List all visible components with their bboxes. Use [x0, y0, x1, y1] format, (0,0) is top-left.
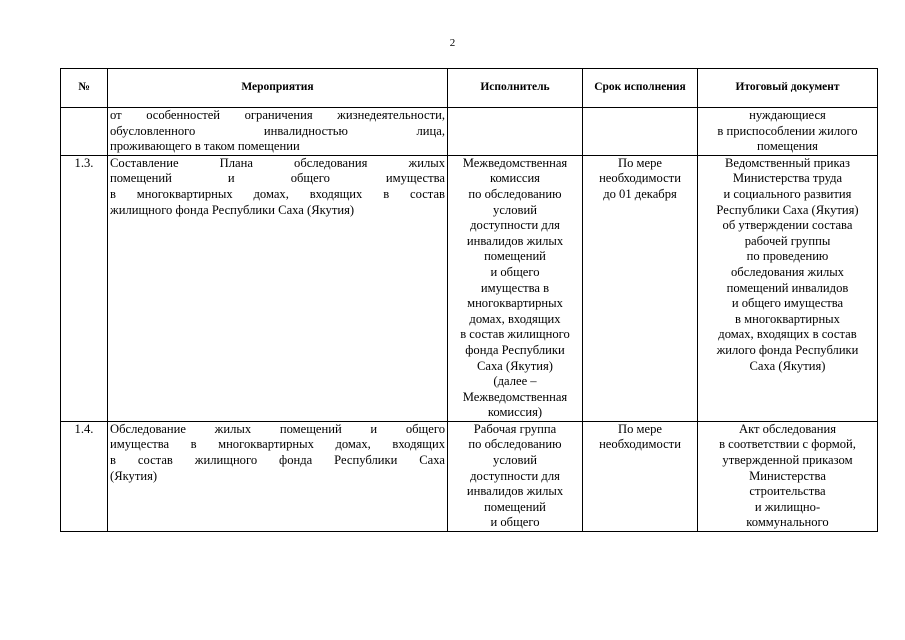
- cell-line: Акт обследования: [738, 421, 837, 436]
- cell-line: в состав жилищного фонда Республики Саха: [110, 453, 445, 468]
- row-number: 1.3.: [61, 155, 108, 421]
- cell-line: имущества в многоквартирных домах, входящих: [110, 437, 445, 452]
- cell-line: по обследованию: [468, 437, 562, 452]
- event-cell: [108, 108, 448, 156]
- header-executor: Исполнитель: [448, 69, 583, 108]
- cell-line: по проведению: [746, 249, 829, 264]
- cell-line: в соответствии с формой,: [719, 437, 856, 452]
- cell-line: обусловленного инвалидностью лица,: [110, 123, 445, 138]
- row-number: [61, 108, 108, 156]
- table-row: [61, 421, 878, 531]
- cell-line: условий: [493, 202, 537, 217]
- cell-line: Саха (Якутия): [477, 358, 553, 373]
- cell-line: домах, входящих в состав: [718, 327, 857, 342]
- deadline-cell: [583, 108, 698, 156]
- table-row: [61, 155, 878, 421]
- cell-line: Ведомственный приказ: [725, 155, 850, 170]
- cell-line: и социального развития: [723, 186, 852, 201]
- header-deadline: Срок исполнения: [583, 69, 698, 108]
- row-number: 1.4.: [61, 421, 108, 531]
- events-table: [60, 68, 878, 532]
- cell-line: жилищного фонда Республики Саха (Якутия): [110, 202, 355, 217]
- cell-line: Саха (Якутия): [749, 358, 826, 373]
- header-document: Итоговый документ: [698, 69, 878, 108]
- cell-line: помещений: [484, 249, 546, 264]
- cell-line: помещений: [484, 499, 546, 514]
- cell-line: комиссия): [487, 405, 543, 420]
- cell-line: и общего: [490, 264, 540, 279]
- cell-line: Министерства: [749, 468, 826, 483]
- cell-line: доступности для: [470, 468, 560, 483]
- cell-line: в приспособлении жилого: [717, 123, 858, 138]
- cell-line: проживающего в таком помещении: [110, 139, 300, 154]
- cell-line: необходимости: [599, 171, 681, 186]
- cell-line: нуждающиеся: [749, 108, 826, 122]
- event-cell: [108, 421, 448, 531]
- cell-line: доступности для: [470, 218, 560, 233]
- cell-line: Министерства труда: [732, 171, 843, 186]
- cell-line: в состав жилищного: [460, 327, 570, 342]
- cell-line: По мере: [618, 421, 662, 436]
- cell-line: обследования жилых: [731, 264, 844, 279]
- cell-line: утвержденной приказом: [722, 453, 853, 468]
- cell-line: необходимости: [599, 437, 681, 452]
- cell-line: условий: [493, 453, 537, 468]
- event-cell: [108, 155, 448, 421]
- table-header-row: [61, 69, 878, 108]
- cell-line: домах, входящих: [469, 311, 561, 326]
- cell-line: от особенностей ограничения жизнедеятельности,: [110, 108, 445, 122]
- cell-line: Республики Саха (Якутия): [716, 202, 859, 217]
- header-num: №: [61, 69, 108, 108]
- cell-line: помещения: [757, 139, 818, 154]
- page-number: 2: [449, 37, 456, 49]
- cell-line: рабочей группы: [744, 233, 831, 248]
- executor-cell: [448, 421, 583, 531]
- cell-line: Составление Плана обследования жилых: [110, 155, 445, 170]
- document-cell: [698, 155, 878, 421]
- cell-line: имущества в: [480, 280, 550, 295]
- cell-line: Межведомственная: [462, 389, 568, 404]
- cell-line: до 01 декабря: [603, 186, 677, 201]
- cell-line: помещений инвалидов: [726, 280, 849, 295]
- cell-line: (Якутия): [110, 468, 158, 483]
- table-body: [61, 108, 878, 532]
- document-cell: [698, 421, 878, 531]
- cell-line: и общего имущества: [731, 296, 844, 311]
- cell-line: фонда Республики: [465, 342, 565, 357]
- cell-line: (далее –: [493, 374, 537, 389]
- cell-line: в многоквартирных домах, входящих в состав: [110, 186, 445, 201]
- cell-line: комиссия: [490, 171, 540, 186]
- cell-line: Межведомственная: [462, 155, 568, 170]
- cell-line: Рабочая группа: [473, 421, 557, 436]
- cell-line: и общего: [490, 515, 540, 530]
- cell-line: помещений и общего имущества: [110, 171, 445, 186]
- cell-line: и жилищно-: [754, 499, 821, 514]
- deadline-cell: [583, 421, 698, 531]
- cell-line: инвалидов жилых: [466, 484, 564, 499]
- cell-line: многоквартирных: [467, 296, 563, 311]
- document-cell: [698, 108, 878, 156]
- cell-line: об утверждении состава: [722, 218, 853, 233]
- cell-line: По мере: [618, 155, 662, 170]
- cell-line: по обследованию: [468, 186, 562, 201]
- header-event: Мероприятия: [108, 69, 448, 108]
- cell-line: коммунального: [746, 515, 829, 530]
- cell-line: Обследование жилых помещений и общего: [110, 421, 445, 436]
- executor-cell: [448, 108, 583, 156]
- deadline-cell: [583, 155, 698, 421]
- cell-line: в многоквартирных: [735, 311, 840, 326]
- cell-line: инвалидов жилых: [466, 233, 564, 248]
- cell-line: жилого фонда Республики: [716, 342, 859, 357]
- executor-cell: [448, 155, 583, 421]
- table-row: [61, 108, 878, 156]
- cell-line: строительства: [749, 484, 826, 499]
